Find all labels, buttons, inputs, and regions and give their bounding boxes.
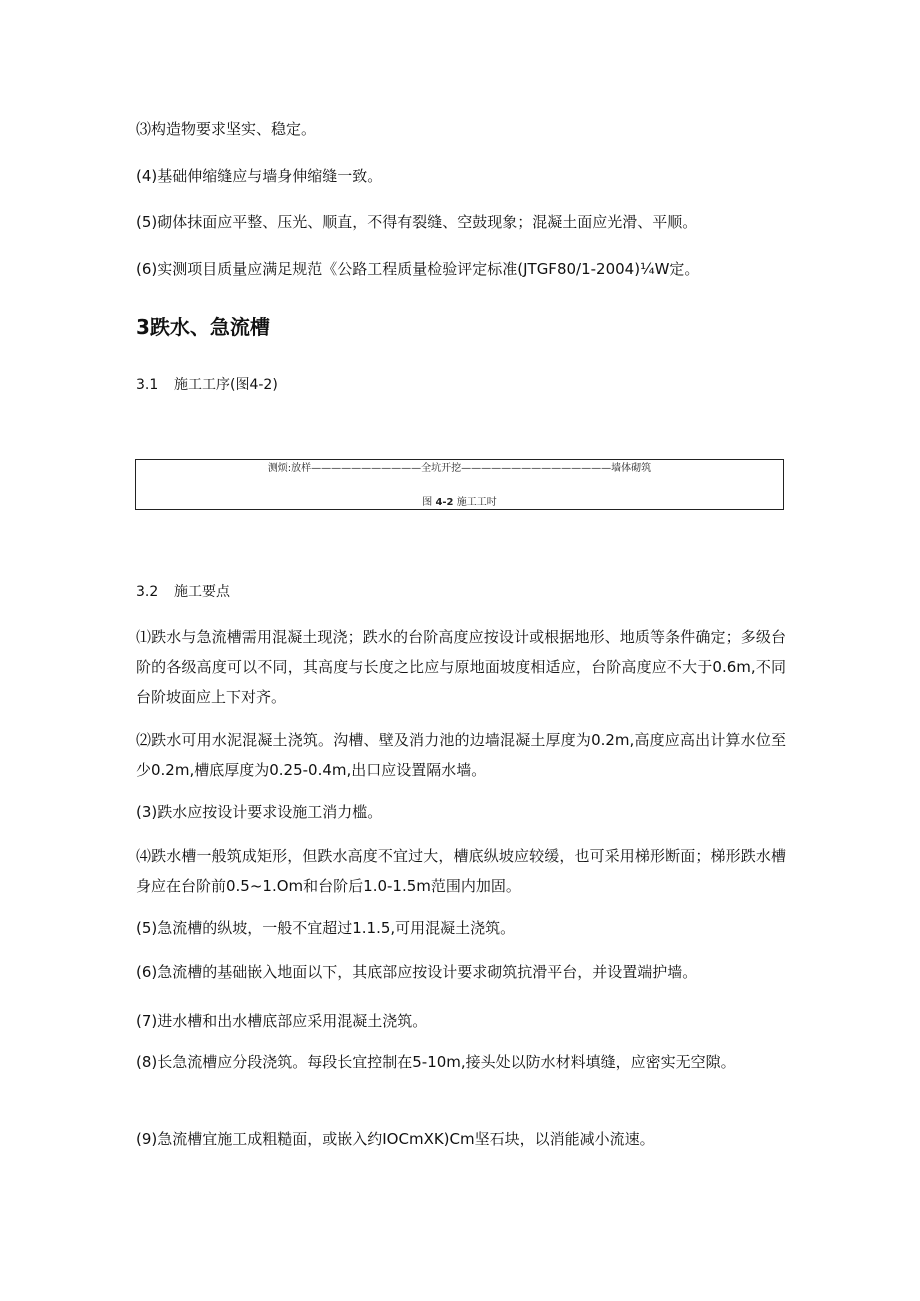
list-item: (5)砌体抹面应平整、压光、顺直，不得有裂缝、空鼓现象；混凝土面应光滑、平顺。 [136, 213, 698, 231]
section-heading: 3跌水、急流槽 [136, 315, 270, 339]
paragraph: (5)急流槽的纵坡，一般不宜超过1.1.5,可用混凝土浇筑。 [136, 919, 516, 937]
figure-caption-prefix: 图 [422, 497, 433, 508]
paragraph: ⑵跌水可用水泥混凝土浇筑。沟槽、壁及消力池的边墙混凝土厚度为0.2m,高度应高出计算水位至少0.2m,槽底厚度为0.25-0.4m,出口应设置隔水墙。 [136, 731, 786, 779]
paragraph: (8)长急流槽应分段浇筑。每段长宜控制在5-10m,接头处以防水材料填缝，应密实无空隙。 [136, 1053, 736, 1071]
process-flow: 测烦:放样———————————全坑开挖———————————————墙体砌筑 [267, 463, 652, 474]
figure-caption [136, 496, 783, 510]
paragraph: ⑷跌水槽一般筑成矩形，但跌水高度不宜过大，槽底纵坡应较缓，也可采用梯形断面；梯形跌水槽身应在台阶前0.5~1.Om和台阶后1.0-1.5m范围内加固。 [136, 847, 786, 895]
subsection-number: 3.2 [136, 584, 159, 600]
subsection-title: 施工要点 [174, 584, 230, 600]
paragraph: ⑴跌水与急流槽需用混凝土现浇；跌水的台阶高度应按设计或根据地形、地质等条件确定；多级台阶的各级高度可以不同，其高度与长度之比应与原地面坡度相适应，台阶高度应不大于0.6m,不同台阶坡面应上下对齐。 [136, 628, 786, 706]
subsection-number: 3.1 [136, 377, 159, 393]
list-item: (4)基础伸缩缝应与墙身伸缩缝一致。 [136, 167, 383, 185]
subsection-title: 施工工序(图4-2) [174, 377, 278, 393]
paragraph: (6)急流槽的基础嵌入地面以下，其底部应按设计要求砌筑抗滑平台，并设置端护墙。 [136, 963, 698, 981]
paragraph: (3)跌水应按设计要求设施工消力槛。 [136, 803, 383, 821]
subsection-3-2 [136, 582, 230, 602]
figure-caption-text: 施工工吋 [456, 497, 497, 508]
paragraph: (7)进水槽和出水槽底部应采用混凝土浇筑。 [136, 1012, 428, 1030]
subsection-3-1 [136, 375, 278, 395]
process-flow-figure [135, 459, 784, 510]
paragraph: (9)急流槽宜施工成粗糙面，或嵌入约IOCmXK)Cm坚石块，以消能减小流速。 [136, 1130, 655, 1148]
figure-caption-number: 4-2 [435, 497, 454, 508]
list-item: ⑶构造物要求坚实、稳定。 [136, 120, 317, 138]
list-item: (6)实测项目质量应满足规范《公路工程质量检验评定标准(JTGF80/1-2004)¼W定。 [136, 260, 700, 278]
